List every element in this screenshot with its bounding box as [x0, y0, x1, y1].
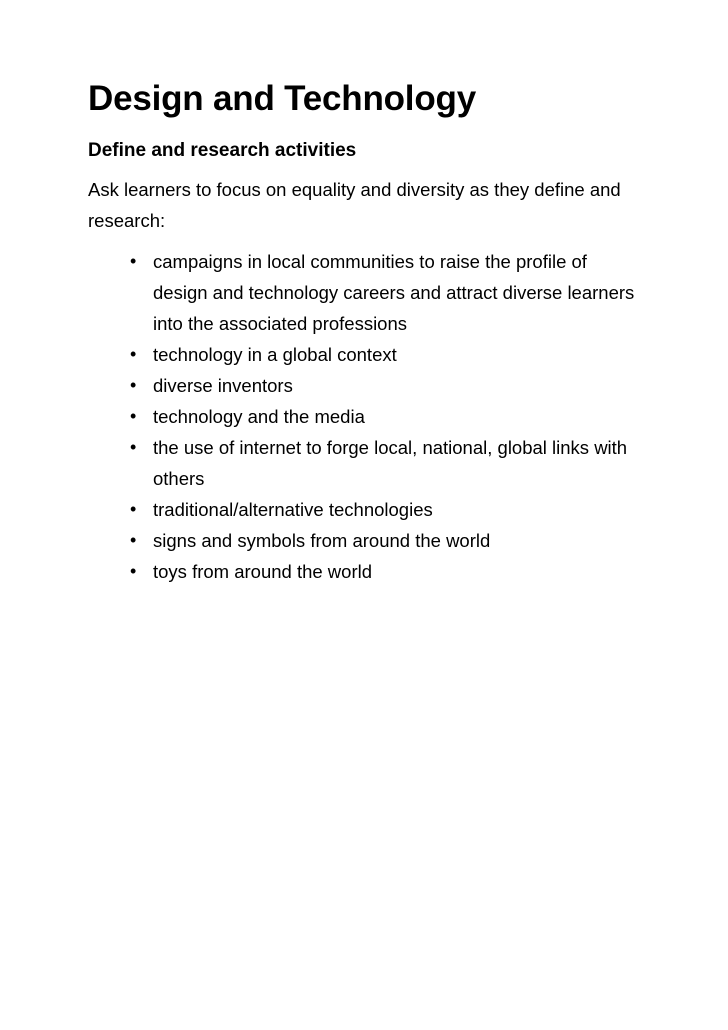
bullet-icon: • [130, 375, 137, 395]
list-item [88, 525, 643, 556]
list-item [88, 401, 643, 432]
list-item [88, 339, 643, 370]
list-item-text: campaigns in local communities to raise the profile of design and technology careers and attract diverse learners into the associated professions [153, 251, 635, 334]
list-item-text: technology and the media [153, 406, 365, 427]
list-item-text: toys from around the world [153, 561, 373, 582]
bullet-icon: • [130, 344, 137, 364]
list-item [88, 246, 643, 339]
list-item-text: technology in a global context [153, 344, 397, 365]
bullet-icon: • [130, 530, 137, 550]
bullet-icon: • [130, 406, 137, 426]
list-item [88, 370, 643, 401]
bullet-icon: • [130, 437, 137, 457]
list-item-text: diverse inventors [153, 375, 293, 396]
document-page [88, 74, 648, 587]
activity-list [88, 246, 648, 587]
list-item-text: the use of internet to forge local, national, global links with others [153, 437, 628, 489]
list-item [88, 432, 643, 494]
intro-paragraph: Ask learners to focus on equality and diversity as they define and research: [88, 179, 621, 231]
list-item-text: signs and symbols from around the world [153, 530, 491, 551]
list-item [88, 494, 643, 525]
bullet-icon: • [130, 251, 137, 271]
list-item [88, 556, 643, 587]
list-item-text: traditional/alternative technologies [153, 499, 433, 520]
section-heading: Define and research activities [88, 140, 357, 161]
bullet-icon: • [130, 499, 137, 519]
bullet-icon: • [130, 561, 137, 581]
document-title: Design and Technology [88, 79, 476, 118]
